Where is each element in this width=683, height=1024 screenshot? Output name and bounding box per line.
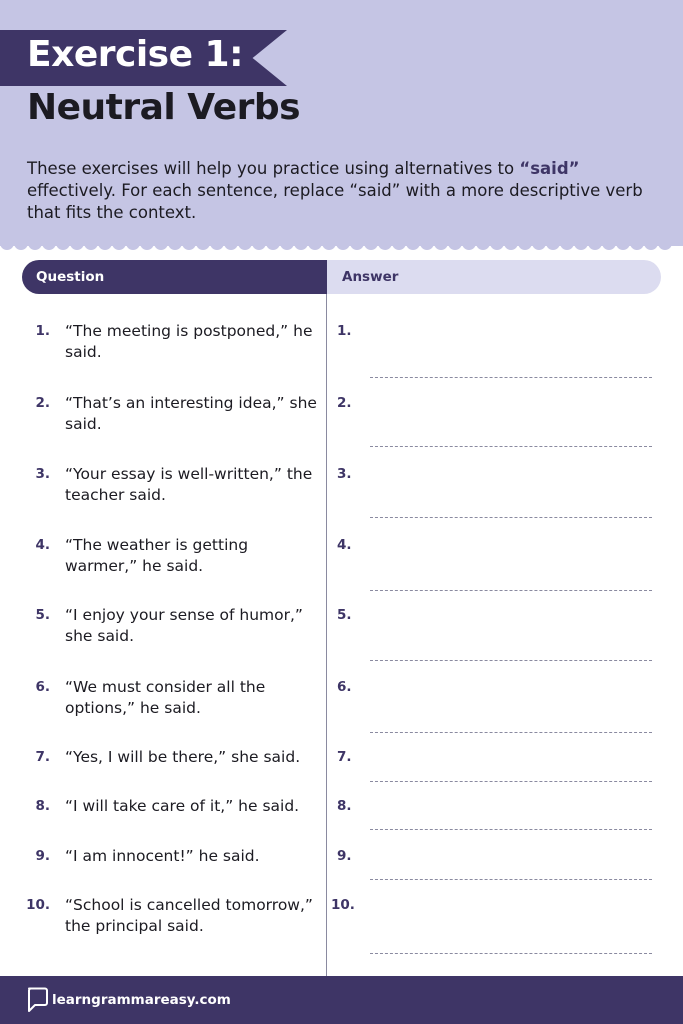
answer-blank[interactable] <box>370 660 652 661</box>
answer-number: 1. <box>337 323 352 339</box>
answer-number: 2. <box>337 395 352 411</box>
question-text: “I enjoy your sense of humor,” she said. <box>65 606 303 645</box>
answer-column-header: Answer <box>327 260 661 294</box>
question-number: 4. <box>35 537 50 553</box>
answer-blank[interactable] <box>370 732 652 733</box>
website-link[interactable]: learngrammareasy.com <box>52 992 231 1008</box>
question-text: “We must consider all the options,” he said. <box>65 678 266 717</box>
answer-blank[interactable] <box>370 590 652 591</box>
question-text: “Yes, I will be there,” she said. <box>65 748 301 766</box>
question-text: “Your essay is well-written,” the teacher said. <box>65 465 313 504</box>
question-text: “That’s an interesting idea,” she said. <box>65 394 317 433</box>
question-number: 1. <box>35 323 50 339</box>
instructions-text-2: effectively. For each sentence, replace “said” with a more descriptive verb that fits the context. <box>27 181 643 222</box>
question-number: 2. <box>35 395 50 411</box>
speech-bubble-icon <box>26 987 48 1013</box>
scallop-border <box>0 236 683 250</box>
question-text: “I am innocent!” he said. <box>65 847 260 865</box>
answer-number: 6. <box>337 679 352 695</box>
answer-blank[interactable] <box>370 829 652 830</box>
answer-number: 9. <box>337 848 352 864</box>
answer-number: 10. <box>331 897 355 913</box>
exercise-title: Exercise 1: <box>27 34 243 75</box>
question-text: “School is cancelled tomorrow,” the principal said. <box>65 896 313 935</box>
question-number: 8. <box>35 798 50 814</box>
question-number: 7. <box>35 749 50 765</box>
answer-blank[interactable] <box>370 953 652 954</box>
instructions-text-1: These exercises will help you practice using alternatives to <box>27 159 520 178</box>
question-number: 3. <box>35 466 50 482</box>
answer-blank[interactable] <box>370 377 652 378</box>
question-column-header: Question <box>22 260 327 294</box>
answer-blank[interactable] <box>370 781 652 782</box>
column-divider <box>326 294 327 976</box>
answer-blank[interactable] <box>370 446 652 447</box>
exercise-subtitle: Neutral Verbs <box>27 87 301 128</box>
answer-blank[interactable] <box>370 879 652 880</box>
answer-number: 3. <box>337 466 352 482</box>
answer-number: 7. <box>337 749 352 765</box>
answer-number: 8. <box>337 798 352 814</box>
answer-blank[interactable] <box>370 517 652 518</box>
question-number: 6. <box>35 679 50 695</box>
instructions-emphasis: “said” <box>519 159 580 178</box>
question-text: “I will take care of it,” he said. <box>65 797 300 815</box>
question-number: 9. <box>35 848 50 864</box>
answer-number: 5. <box>337 607 352 623</box>
question-number: 10. <box>26 897 50 913</box>
question-number: 5. <box>35 607 50 623</box>
footer <box>0 976 683 1024</box>
question-text: “The weather is getting warmer,” he said. <box>65 536 249 575</box>
question-text: “The meeting is postponed,” he said. <box>65 322 313 361</box>
instructions <box>27 158 667 224</box>
answer-number: 4. <box>337 537 352 553</box>
